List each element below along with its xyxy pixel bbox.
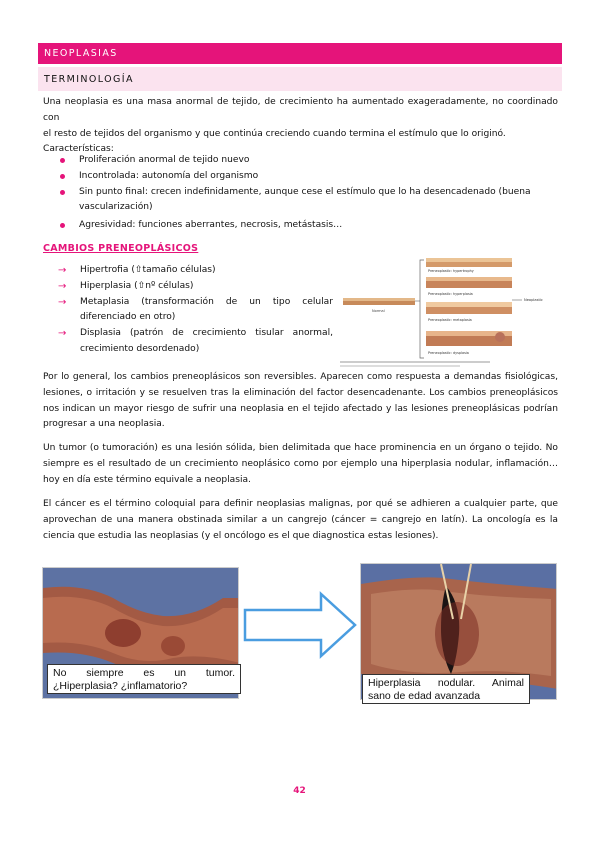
list-item-text: Hipertrofia (⇧tamaño células) xyxy=(80,265,216,275)
list-item-text: Agresividad: funciones aberrantes, necrosis, metástasis… xyxy=(79,220,343,231)
arrow-right-icon: → xyxy=(58,328,67,340)
arrow-right-icon: → xyxy=(58,296,67,308)
list-item xyxy=(43,185,558,201)
arrow-right-icon xyxy=(243,590,358,660)
section-header xyxy=(38,43,562,64)
list-item xyxy=(43,218,558,234)
intro-line: Características: xyxy=(43,144,114,155)
reversibility-paragraph: Por lo general, los cambios preneoplásicos son reversibles. Aparecen como respuesta a demandas fisiológicas, lesiones, o irritación y se resuelven tras la eliminación del factor desencadenante. Los cambios preneoplásicos nos indican un mayor riesgo de sufrir una neoplasia en el tejido afectado y las lesiones preneoplásicas podrían progresar a una neoplasia. xyxy=(43,372,558,430)
list-item-text: Proliferación anormal de tejido nuevo xyxy=(79,155,250,165)
list-item-text: Hiperplasia (⇧nº células) xyxy=(80,280,194,291)
preneoplastic-title: CAMBIOS PRENEOPLÁSICOS xyxy=(43,243,199,254)
intro-paragraph xyxy=(43,95,558,158)
arrow-right-icon: → xyxy=(58,265,67,276)
hypertrophy-label: Preneoplastic: hypertrophy xyxy=(428,269,474,273)
tumor-paragraph: Un tumor (o tumoración) es una lesión sólida, bien delimitada que hace prominencia en un órgano o tejido. No siempre es el resultado de un crecimiento neoplásico como por ejemplo una hiperplasia nodular, inflamación… hoy en día este término equivale a neoplasia. xyxy=(43,443,558,485)
list-item-continuation xyxy=(43,200,558,216)
hyperplasia-label: Preneoplastic: hyperplasia xyxy=(428,292,473,296)
cancer-paragraph: El cáncer es el término coloquial para definir neoplasias malignas, por qué se adhieren a cualquier parte, que aprovechan de una manera obstinada similar a un cangrejo (cáncer = cangrejo en latín). La oncología es la ciencia que estudia las neoplasias (y el oncólogo es el que diagnostica estas lesiones). xyxy=(43,499,558,541)
bullet-icon xyxy=(60,190,65,195)
page-number: 42 xyxy=(293,786,306,796)
list-item-text: Displasia (patrón de crecimiento tisular anormal, crecimiento desordenado) xyxy=(80,328,333,354)
list-item xyxy=(58,263,333,279)
caption-line: No siempre es un tumor. xyxy=(53,667,235,679)
caption-line: ¿Hiperplasia? ¿inflamatorio? xyxy=(53,679,188,692)
list-item-text: Metaplasia (transformación de un tipo celular diferenciado en otro) xyxy=(80,296,333,323)
list-item xyxy=(43,169,558,185)
characteristics-list xyxy=(43,153,558,234)
intro-line: Una neoplasia es una masa anormal de tejido, de crecimiento ha aumentado exageradamente, no coordinado con xyxy=(43,97,558,123)
caption-line: Hiperplasia nodular. Animal xyxy=(368,677,524,689)
list-item-text: Sin punto final: crecen indefinidamente, aunque cese el estímulo que lo ha desencadenado (buena xyxy=(79,186,531,197)
list-item xyxy=(58,279,333,295)
caption-line: sano de edad avanzada xyxy=(368,689,481,702)
list-item xyxy=(58,295,333,327)
list-item-text: Incontrolada: autonomía del organismo xyxy=(79,170,259,181)
intro-line: el resto de tejidos del organismo y que continúa creciendo cuando termina el estímulo que lo originó. xyxy=(43,128,506,139)
subsection-header-text: TERMINOLOGÍA xyxy=(44,74,134,85)
preneoplastic-diagram xyxy=(340,255,565,370)
preneoplastic-list xyxy=(58,263,333,358)
bullet-icon xyxy=(60,174,65,179)
right-photo-caption xyxy=(362,674,530,704)
dysplasia-label: Preneoplastic: dysplasia xyxy=(428,351,469,355)
list-item-text: vascularización) xyxy=(79,202,153,213)
bullet-icon xyxy=(60,223,65,228)
subsection-header xyxy=(38,67,562,91)
left-photo-caption xyxy=(47,664,241,694)
arrow-right-icon: → xyxy=(58,280,67,292)
list-item xyxy=(43,153,558,169)
neoplastic-label: Neoplastic xyxy=(524,298,543,302)
normal-label: Normal xyxy=(372,309,385,313)
bullet-icon xyxy=(60,158,65,163)
list-item xyxy=(58,326,333,358)
section-header-text: NEOPLASIAS xyxy=(44,48,118,59)
metaplasia-label: Preneoplastic: metaplasia xyxy=(428,318,472,322)
